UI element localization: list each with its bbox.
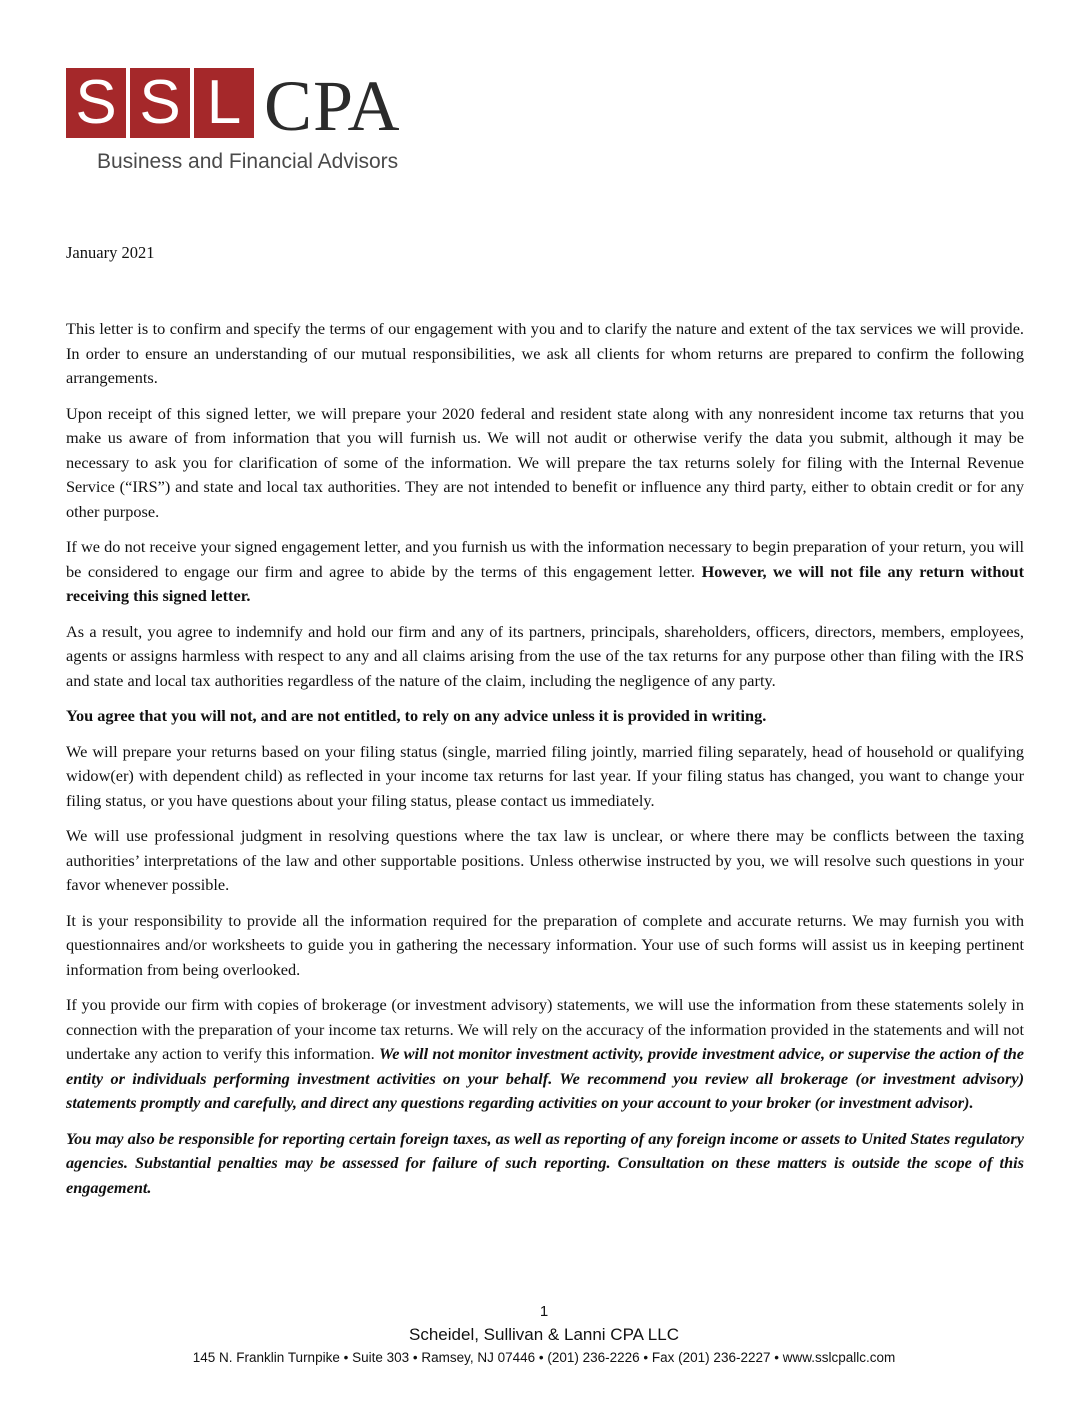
logo-letter-s1: S xyxy=(66,68,126,138)
logo-letter-l: L xyxy=(194,68,254,138)
logo-cpa: CPA xyxy=(264,66,401,146)
emphasis-text: You may also be responsible for reporting certain foreign taxes, as well as reporting of any foreign income or assets to United States regulatory agencies. Substantial penalties may be assessed for failure of such reporting. Consultation on these matters is outside the scope of this engagement. xyxy=(66,1128,1024,1197)
page-number: 1 xyxy=(539,1303,549,1320)
paragraph xyxy=(66,402,1024,525)
letter-body xyxy=(66,317,1024,1211)
footer-address: 145 N. Franklin Turnpike • Suite 303 • Ramsey, NJ 07446 • (201) 236-2226 • Fax (201) 236-2227 • www.sslcpallc.com xyxy=(192,1350,896,1365)
text-run: If we do not receive your signed engagement letter, and you furnish us with the information necessary to begin preparation of your return, you will be considered to engage our firm and agree to abide by the terms of this engagement letter. xyxy=(66,537,1024,581)
text-run: As a result, you agree to indemnify and hold our firm and any of its partners, principals, shareholders, officers, directors, members, employees, agents or assigns harmless with respect to any and all claims arising from the use of the tax returns for any purpose other than filing with the IRS and state and local tax authorities regardless of the nature of the claim, including the negligence of any party. xyxy=(66,621,1024,690)
emphasis-text: However, we will not file any return without receiving this signed letter. xyxy=(66,561,1025,605)
paragraph xyxy=(66,993,1024,1116)
paragraph xyxy=(66,317,1024,391)
letter-date: January 2021 xyxy=(66,243,155,262)
paragraph xyxy=(66,909,1024,983)
paragraph xyxy=(66,740,1024,814)
paragraph xyxy=(66,620,1024,694)
text-run: Upon receipt of this signed letter, we will prepare your 2020 federal and resident state along with any nonresident income tax returns that you make us aware of from information that you will furnish us. We will not audit or otherwise verify the data you submit, although it may be necessary to ask you for clarification of some of the information. We will prepare the tax returns solely for filing with the Internal Revenue Service (“IRS”) and state and local tax authorities. They are not intended to benefit or influence any third party, either to obtain credit or for any other purpose. xyxy=(66,403,1024,521)
company-logo xyxy=(66,66,401,173)
emphasis-text: We will not monitor investment activity, provide investment advice, or supervise the action of the entity or individuals performing investment activities on your behalf. We recommend you review all brokerage (or investment advisory) statements promptly and carefully, and direct any questions regarding activities on your account to your broker (or investment advisor). xyxy=(66,1044,1025,1112)
paragraph xyxy=(66,704,1024,729)
emphasis-text: You agree that you will not, and are not entitled, to rely on any advice unless it is provided in writing. xyxy=(66,706,767,725)
text-run: We will use professional judgment in resolving questions where the tax law is unclear, or where there may be conflicts between the taxing authorities’ interpretations of the law and other supportable positions. Unless otherwise instructed by you, we will resolve such questions in your favor whenever possible. xyxy=(66,826,1024,894)
logo-tagline: Business and Financial Advisors xyxy=(97,150,399,173)
text-run: We will prepare your returns based on your filing status (single, married filing jointly, married filing separately, head of household or qualifying widow(er) with dependent child) as reflected in your income tax returns for last year. If your filing status has changed, you want to change your filing status, or you have questions about your filing status, please contact us immediately. xyxy=(66,741,1024,810)
paragraph xyxy=(66,1127,1024,1201)
text-run: If you provide our firm with copies of brokerage (or investment advisory) statements, we will use the information from these statements solely in connection with the preparation of your income tax returns. We will rely on the accuracy of the information provided in the statements and will not undertake any action to verify this information. xyxy=(66,995,1024,1063)
text-run: It is your responsibility to provide all the information required for the preparation of complete and accurate returns. We may furnish you with questionnaires and/or worksheets to guide you in gathering the necessary information. Your use of such forms will assist us in keeping pertinent information from being overlooked. xyxy=(66,910,1024,979)
paragraph xyxy=(66,535,1024,609)
paragraph xyxy=(66,824,1024,898)
footer-firm-name: Scheidel, Sullivan & Lanni CPA LLC xyxy=(409,1325,679,1344)
logo-letter-s2: S xyxy=(130,68,190,138)
text-run: This letter is to confirm and specify the terms of our engagement with you and to clarify the nature and extent of the tax services we will provide. In order to ensure an understanding of our mutual responsibilities, we ask all clients for whom returns are prepared to confirm the following arrangements. xyxy=(66,319,1024,387)
